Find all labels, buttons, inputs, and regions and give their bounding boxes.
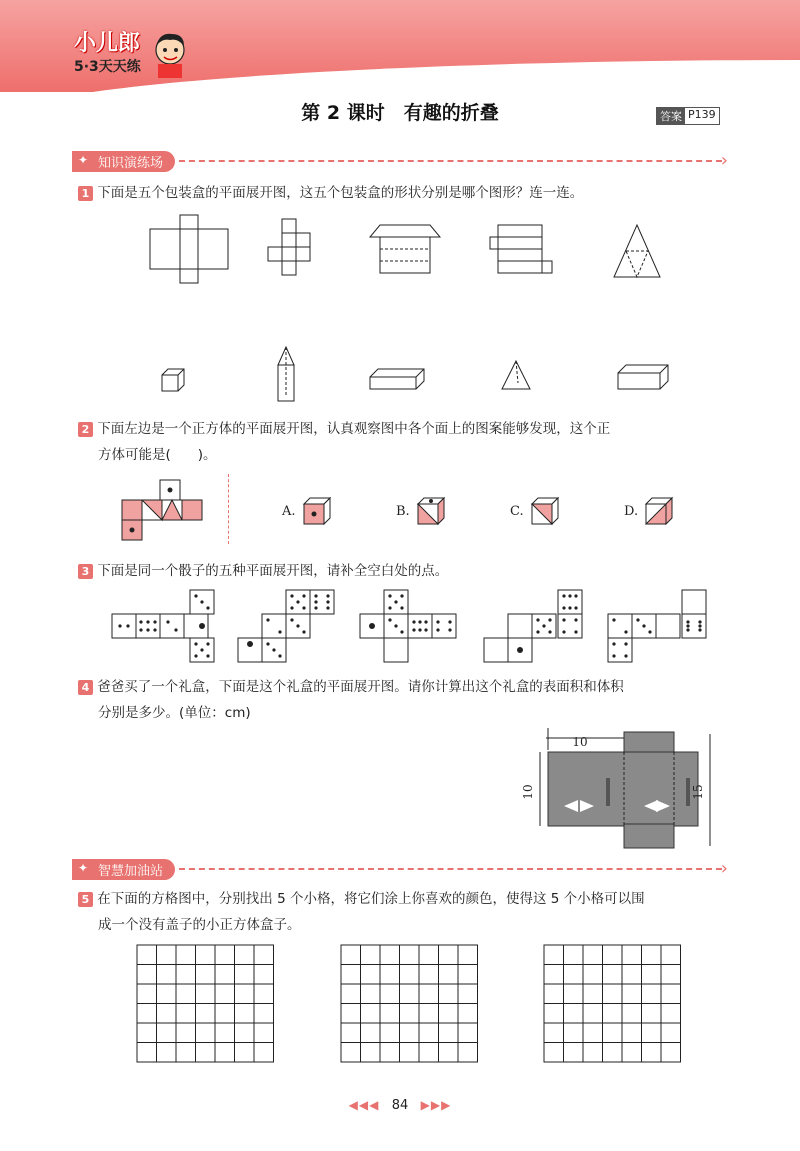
grid-cell[interactable] bbox=[458, 965, 478, 985]
grid-cell[interactable] bbox=[380, 1023, 400, 1043]
grid-cell[interactable] bbox=[196, 1043, 216, 1063]
grid-cell[interactable] bbox=[661, 945, 681, 965]
grid-cell[interactable] bbox=[439, 984, 459, 1004]
grid-cell[interactable] bbox=[400, 984, 420, 1004]
dim-right-label: 15 bbox=[691, 784, 705, 800]
grid-cell[interactable] bbox=[380, 945, 400, 965]
grid-cell[interactable] bbox=[196, 945, 216, 965]
answer-ref bbox=[656, 107, 720, 125]
grid-cell[interactable] bbox=[603, 965, 623, 985]
net-cuboid-2 bbox=[490, 225, 552, 273]
grid-cell[interactable] bbox=[137, 945, 157, 965]
page-number: 84 bbox=[391, 1098, 409, 1113]
solid-long-box bbox=[618, 365, 668, 389]
question-text-line1: 下面左边是一个正方体的平面展开图，认真观察图中各个面上的图案能够发现，这个正 bbox=[97, 421, 611, 437]
grid-cell[interactable] bbox=[137, 1043, 157, 1063]
question-number: 1 bbox=[78, 186, 93, 201]
grid-cell[interactable] bbox=[235, 1023, 255, 1043]
question-number: 2 bbox=[78, 422, 93, 437]
grid-cell[interactable] bbox=[254, 965, 274, 985]
grid-cell[interactable] bbox=[361, 1004, 381, 1024]
solid-flat-box bbox=[370, 369, 424, 389]
grid-cell[interactable] bbox=[622, 1043, 642, 1063]
grid-cell[interactable] bbox=[254, 1004, 274, 1024]
grid-cell[interactable] bbox=[458, 1004, 478, 1024]
grid-cell[interactable] bbox=[235, 984, 255, 1004]
star-icon: ✦ bbox=[78, 860, 89, 875]
grid-cell[interactable] bbox=[157, 984, 177, 1004]
grid-cell[interactable] bbox=[215, 1004, 235, 1024]
grid-cell[interactable] bbox=[361, 945, 381, 965]
brand-logo: 小儿郎 bbox=[74, 31, 141, 56]
question-text: 下面是同一个骰子的五种平面展开图，请补全空白处的点。 bbox=[97, 563, 449, 579]
grid-cell[interactable] bbox=[400, 945, 420, 965]
mascot-icon bbox=[150, 28, 190, 78]
grid-cell[interactable] bbox=[176, 1043, 196, 1063]
grid-cell[interactable] bbox=[235, 1004, 255, 1024]
grid-cell[interactable] bbox=[583, 1004, 603, 1024]
grid-cell[interactable] bbox=[254, 984, 274, 1004]
grid-cell[interactable] bbox=[564, 965, 584, 985]
grid-cell[interactable] bbox=[215, 984, 235, 1004]
option-d-label[interactable]: D. bbox=[624, 504, 639, 519]
grid-cell[interactable] bbox=[439, 1043, 459, 1063]
question-text-line2: 方体可能是( )。 bbox=[98, 447, 217, 463]
grid-cell[interactable] bbox=[157, 1004, 177, 1024]
grid-cell[interactable] bbox=[235, 1043, 255, 1063]
grid-cell[interactable] bbox=[361, 1043, 381, 1063]
question-text-line1: 爸爸买了一个礼盒，下面是这个礼盒的平面展开图。请你计算出这个礼盒的表面积和体积 bbox=[97, 679, 624, 695]
grid-cell[interactable] bbox=[196, 1023, 216, 1043]
section-practice-label: 知识演练场 bbox=[98, 155, 164, 171]
section-challenge-label: 智慧加油站 bbox=[98, 863, 164, 879]
grid-cell[interactable] bbox=[458, 1043, 478, 1063]
grid-cell[interactable] bbox=[458, 984, 478, 1004]
option-a-label[interactable]: A. bbox=[282, 504, 296, 519]
question-text-line1: 在下面的方格图中，分别找出 5 个小格，将它们涂上你喜欢的颜色，使得这 5 个小格可以围 bbox=[97, 891, 645, 907]
grid-cell[interactable] bbox=[544, 945, 564, 965]
grid-cell[interactable] bbox=[137, 1023, 157, 1043]
grid-cell[interactable] bbox=[642, 965, 662, 985]
net-cube bbox=[268, 219, 310, 275]
question-text: 下面是五个包装盒的平面展开图，这五个包装盒的形状分别是哪个图形？连一连。 bbox=[97, 185, 584, 201]
grid-cell[interactable] bbox=[603, 1043, 623, 1063]
grid-cell[interactable] bbox=[622, 984, 642, 1004]
prev-arrows-icon: ◀◀◀ bbox=[348, 1098, 380, 1112]
grid-cell[interactable] bbox=[419, 965, 439, 985]
net-tetrahedron bbox=[614, 225, 660, 277]
grid-cell[interactable] bbox=[603, 984, 623, 1004]
grid-cell[interactable] bbox=[583, 965, 603, 985]
grid-cell[interactable] bbox=[603, 1023, 623, 1043]
grid-cell[interactable] bbox=[661, 984, 681, 1004]
q3-dice-nets bbox=[0, 586, 800, 666]
grid-cell[interactable] bbox=[642, 1004, 662, 1024]
grid-cell[interactable] bbox=[341, 965, 361, 985]
grid-cell[interactable] bbox=[400, 1004, 420, 1024]
solid-cube bbox=[162, 369, 184, 391]
grid-cell[interactable] bbox=[419, 1043, 439, 1063]
grid-cell[interactable] bbox=[583, 945, 603, 965]
q1-nets-figure bbox=[0, 205, 800, 405]
grid-cell[interactable] bbox=[157, 1043, 177, 1063]
grid-cell[interactable] bbox=[361, 1023, 381, 1043]
grid-cell[interactable] bbox=[583, 984, 603, 1004]
grid-cell[interactable] bbox=[380, 1004, 400, 1024]
grid-cell[interactable] bbox=[622, 1004, 642, 1024]
grid-cell[interactable] bbox=[419, 1023, 439, 1043]
grid-cell[interactable] bbox=[196, 984, 216, 1004]
option-a-cube[interactable] bbox=[302, 496, 332, 526]
grid-cell[interactable] bbox=[419, 984, 439, 1004]
grid-cell[interactable] bbox=[544, 984, 564, 1004]
grid-cell[interactable] bbox=[176, 984, 196, 1004]
grid-cell[interactable] bbox=[254, 1043, 274, 1063]
grid-cell[interactable] bbox=[458, 1023, 478, 1043]
grid-cell[interactable] bbox=[544, 1004, 564, 1024]
grid-cell[interactable] bbox=[661, 1004, 681, 1024]
lesson-title: 第 2 课时 有趣的折叠 bbox=[301, 102, 499, 124]
grid-cell[interactable] bbox=[341, 1004, 361, 1024]
grid-cell[interactable] bbox=[564, 1043, 584, 1063]
question-1 bbox=[78, 180, 583, 206]
grid-cell[interactable] bbox=[564, 1004, 584, 1024]
grid-cell[interactable] bbox=[622, 1023, 642, 1043]
grid-cell[interactable] bbox=[564, 1023, 584, 1043]
q2-divider bbox=[228, 474, 229, 544]
grid-cell[interactable] bbox=[254, 1023, 274, 1043]
option-d-cube[interactable] bbox=[644, 496, 674, 526]
section-divider bbox=[179, 868, 722, 870]
grid-cell[interactable] bbox=[380, 984, 400, 1004]
q5-grid-2[interactable] bbox=[340, 944, 480, 1064]
grid-cell[interactable] bbox=[215, 965, 235, 985]
question-2 bbox=[78, 416, 738, 468]
grid-cell[interactable] bbox=[458, 945, 478, 965]
dim-left-label: 10 bbox=[521, 784, 535, 800]
q4-giftbox-net bbox=[520, 728, 720, 852]
q2-cube-net bbox=[120, 478, 230, 538]
grid-cell[interactable] bbox=[196, 965, 216, 985]
q5-grid-3[interactable] bbox=[543, 944, 683, 1064]
option-b-label[interactable]: B. bbox=[396, 504, 410, 519]
grid-cell[interactable] bbox=[341, 1043, 361, 1063]
question-text-line2: 成一个没有盖子的小正方体盒子。 bbox=[98, 917, 301, 933]
page-footer bbox=[0, 1098, 800, 1113]
grid-cell[interactable] bbox=[361, 965, 381, 985]
grid-cell[interactable] bbox=[439, 1004, 459, 1024]
grid-cell[interactable] bbox=[341, 1023, 361, 1043]
grid-cell[interactable] bbox=[341, 945, 361, 965]
grid-cell[interactable] bbox=[622, 965, 642, 985]
answer-page: P139 bbox=[688, 108, 716, 121]
grid-cell[interactable] bbox=[642, 984, 662, 1004]
grid-cell[interactable] bbox=[564, 945, 584, 965]
grid-cell[interactable] bbox=[544, 965, 564, 985]
grid-cell[interactable] bbox=[400, 965, 420, 985]
grid-cell[interactable] bbox=[419, 945, 439, 965]
net-cuboid-1 bbox=[150, 215, 228, 283]
section-divider bbox=[179, 160, 722, 162]
grid-cell[interactable] bbox=[439, 1023, 459, 1043]
grid-cell[interactable] bbox=[341, 984, 361, 1004]
grid-cell[interactable] bbox=[215, 1043, 235, 1063]
grid-cell[interactable] bbox=[544, 1023, 564, 1043]
grid-cell[interactable] bbox=[583, 1023, 603, 1043]
grid-cell[interactable] bbox=[176, 965, 196, 985]
grid-cell[interactable] bbox=[642, 945, 662, 965]
grid-cell[interactable] bbox=[215, 1023, 235, 1043]
net-prism bbox=[370, 225, 440, 273]
q5-grid-1[interactable] bbox=[136, 944, 276, 1064]
question-text-line2: 分别是多少。(单位：cm) bbox=[98, 705, 251, 721]
question-4 bbox=[78, 674, 738, 726]
grid-cell[interactable] bbox=[157, 1023, 177, 1043]
grid-cell[interactable] bbox=[419, 1004, 439, 1024]
grid-cell[interactable] bbox=[439, 965, 459, 985]
question-number: 3 bbox=[78, 564, 93, 579]
grid-cell[interactable] bbox=[196, 1004, 216, 1024]
question-number: 4 bbox=[78, 680, 93, 695]
grid-cell[interactable] bbox=[661, 1023, 681, 1043]
grid-cell[interactable] bbox=[235, 945, 255, 965]
grid-cell[interactable] bbox=[439, 945, 459, 965]
grid-cell[interactable] bbox=[157, 965, 177, 985]
grid-cell[interactable] bbox=[661, 965, 681, 985]
grid-cell[interactable] bbox=[235, 965, 255, 985]
grid-cell[interactable] bbox=[583, 1043, 603, 1063]
section-challenge-header bbox=[72, 858, 722, 880]
grid-cell[interactable] bbox=[254, 945, 274, 965]
grid-cell[interactable] bbox=[137, 1004, 157, 1024]
section-practice-header bbox=[72, 150, 722, 172]
option-c-label[interactable]: C. bbox=[510, 504, 524, 519]
option-c-cube[interactable] bbox=[530, 496, 560, 526]
grid-cell[interactable] bbox=[661, 1043, 681, 1063]
grid-cell[interactable] bbox=[400, 1023, 420, 1043]
grid-cell[interactable] bbox=[544, 1043, 564, 1063]
grid-cell[interactable] bbox=[137, 984, 157, 1004]
grid-cell[interactable] bbox=[603, 945, 623, 965]
grid-cell[interactable] bbox=[157, 945, 177, 965]
grid-cell[interactable] bbox=[642, 1023, 662, 1043]
grid-cell[interactable] bbox=[176, 1023, 196, 1043]
star-icon: ✦ bbox=[78, 152, 89, 167]
grid-cell[interactable] bbox=[603, 1004, 623, 1024]
dim-top-label: 10 bbox=[572, 735, 588, 749]
solid-pyramid bbox=[502, 361, 530, 389]
grid-cell[interactable] bbox=[137, 965, 157, 985]
brand-subtitle: 5·3天天练 bbox=[74, 59, 141, 75]
question-number: 5 bbox=[78, 892, 93, 907]
grid-cell[interactable] bbox=[176, 945, 196, 965]
grid-cell[interactable] bbox=[380, 1043, 400, 1063]
grid-cell[interactable] bbox=[642, 1043, 662, 1063]
grid-cell[interactable] bbox=[622, 945, 642, 965]
solid-tall-prism bbox=[278, 347, 294, 401]
grid-cell[interactable] bbox=[380, 965, 400, 985]
question-3 bbox=[78, 558, 448, 584]
grid-cell[interactable] bbox=[564, 984, 584, 1004]
next-arrows-icon: ▶▶▶ bbox=[420, 1098, 452, 1112]
grid-cell[interactable] bbox=[215, 945, 235, 965]
grid-cell[interactable] bbox=[176, 1004, 196, 1024]
answer-label: 答案 bbox=[657, 108, 685, 124]
grid-cell[interactable] bbox=[361, 984, 381, 1004]
grid-cell[interactable] bbox=[400, 1043, 420, 1063]
question-5 bbox=[78, 886, 738, 938]
option-b-cube[interactable] bbox=[416, 496, 446, 526]
